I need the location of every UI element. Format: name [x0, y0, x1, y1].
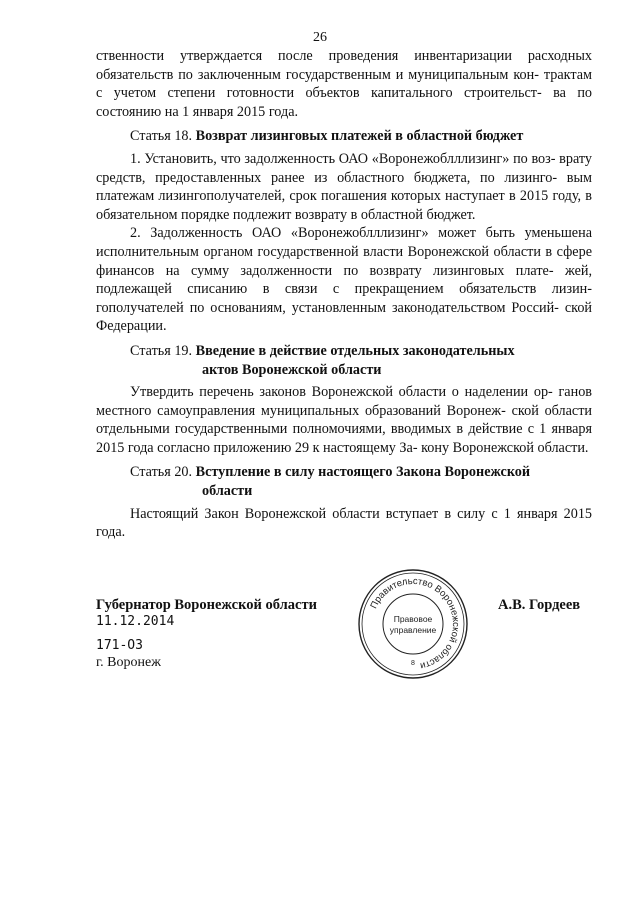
text-line: кону Воронежской области.: [421, 439, 589, 456]
article-18-label: Статья 18.: [130, 128, 193, 145]
article-19-paragraph: [96, 383, 592, 457]
text-line: врату средств, предоставленных ранее из областного бюджета, по лизинго-: [96, 150, 592, 186]
article-19-heading: [96, 342, 592, 379]
text-line: гополучателей по основаниям, установленным законодательством Россий-: [96, 299, 559, 316]
article-18-title: Возврат лизинговых платежей в областной бюджет: [195, 128, 524, 145]
stamp-center-line-2: управление: [389, 625, 437, 635]
document-body: [96, 47, 592, 542]
signing-city: г. Воронеж: [96, 655, 161, 670]
text-line: ской области отдельными государственными полномочиями, вводимых в: [96, 402, 592, 438]
article-20-title-line-2: области: [202, 483, 253, 500]
article-19-title-line-2: актов Воронежской области: [202, 361, 382, 378]
signing-date: 11.12.2014: [96, 614, 175, 629]
text-line: 2. Задолженность ОАО «Воронежоблллизинг» может быть уменьшена: [130, 225, 592, 242]
intro-line: обязательств по заключенным государственным и муниципальным кон-: [96, 66, 539, 83]
text-line: сфере финансов на сумму задолженности по возврату лизинговых плате-: [96, 243, 592, 279]
text-line: 1. Установить, что задолженность ОАО «Воронежоблллизинг» по воз-: [130, 150, 556, 167]
stamp-center-line-1: Правовое: [393, 614, 433, 624]
article-20-title-line-1: Вступление в силу настоящего Закона Воронежской: [195, 464, 531, 481]
stamp-ring-text: Правительство Воронежской области: [368, 575, 462, 672]
article-20-label: Статья 20.: [130, 464, 193, 481]
text-line: Настоящий Закон Воронежской области вступает в силу: [130, 505, 486, 522]
article-20-paragraph: [96, 505, 592, 542]
stamp-bottom-mark: 8: [411, 660, 415, 667]
article-19-label: Статья 19.: [130, 342, 193, 359]
article-20-heading: [96, 463, 592, 500]
text-line: ганов местного самоуправления муниципальных образований Воронеж-: [96, 384, 592, 419]
article-18-heading: [96, 127, 592, 146]
official-stamp: [356, 567, 470, 681]
text-line: действие с 1 января 2015 года согласно приложению 29 к настоящему За-: [96, 421, 592, 456]
text-line: исполнительным органом государственной власти Воронежской области в: [96, 243, 553, 260]
text-line: 2015 году, в обязательном порядке подлежит возврату в областной бюджет.: [96, 188, 592, 223]
intro-line: ственности утверждается после проведения инвентаризации расходных: [96, 48, 592, 64]
text-line: Утвердить перечень законов Воронежской области о наделении ор-: [130, 384, 553, 401]
text-line: с 1 января 2015 года.: [96, 505, 593, 541]
text-line: жей, подлежащей списанию в связи с прекращением обязательств лизин-: [96, 262, 593, 298]
page-number: 26: [313, 30, 327, 45]
intro-paragraph: [96, 47, 592, 121]
article-18-paragraph-2: [96, 224, 592, 336]
stamp-center-ring: [383, 594, 443, 654]
text-line: ской Федерации.: [96, 299, 593, 335]
intro-line: ва по состоянию на 1 января 2015 года.: [96, 85, 593, 120]
signatory-name: А.В. Гордеев: [498, 597, 581, 613]
article-18-paragraph-1: [96, 150, 592, 224]
article-19-title-line-1: Введение в действие отдельных законодательных: [195, 342, 515, 359]
text-line: вым платежам лизингополучателей, срок погашения которых наступает в: [96, 169, 592, 205]
law-number: 171-ОЗ: [96, 638, 143, 653]
intro-line: трактам с учетом степени готовности объектов капитального строительст-: [96, 66, 592, 102]
signatory-title: Губернатор Воронежской области: [96, 597, 317, 613]
